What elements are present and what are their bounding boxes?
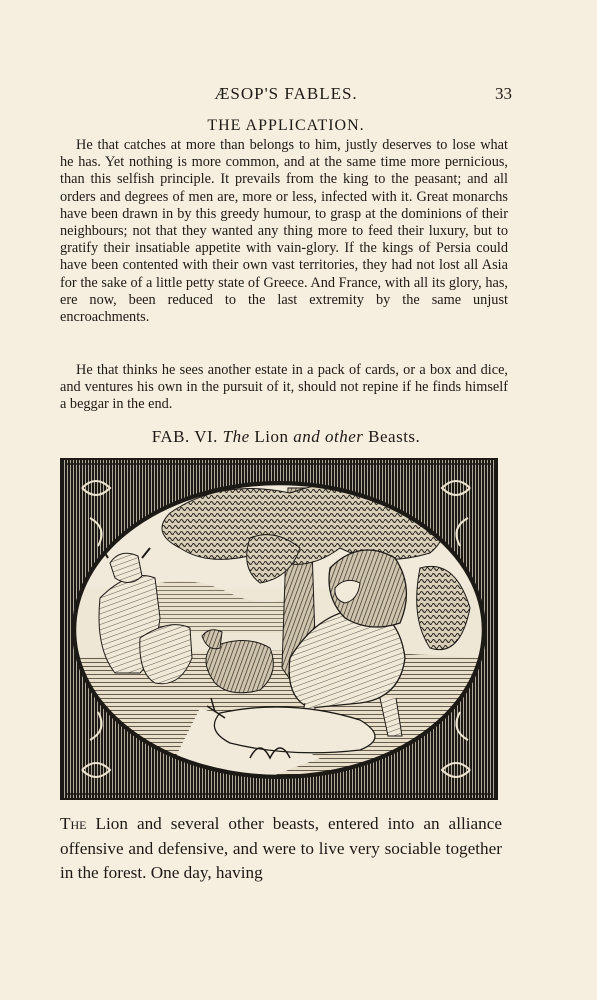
application-paragraph-2 (60, 362, 508, 414)
fable-title-beasts: Beasts. (368, 427, 421, 446)
story-paragraph (60, 812, 502, 886)
fable-number: FAB. VI. (151, 427, 218, 446)
paragraph-text: He that thinks he sees another estate in a pack of cards, or a box and dice, and ventures his own in the pursuit of it, should not repine if he finds himself a beggar in the end. (60, 362, 508, 413)
story-first-word: The (60, 814, 87, 833)
fable-title-lion: Lion (254, 427, 289, 446)
woodcut-illustration (60, 458, 498, 800)
page-number: 33 (495, 84, 512, 103)
fable-story (60, 812, 502, 886)
fable-title (60, 427, 512, 447)
story-text: Lion and several other beasts, entered into an alliance offensive and defensive, and were to live very sociable together in the forest. One day, having (60, 814, 502, 882)
paragraph-text: He that catches at more than belongs to him, justly deserves to lose what he has. Yet nothing is more common, and at the same time more pernicious, than this selfish principle. It prevails from the king to the peasant; and all orders and degrees of men are, more or less, infected with it. Great monarchs have been drawn in by this greedy humour, to grasp at the dominions of their neighbours; not that they wanted any thing more to feed their luxury, but to gratify their insatiable appetite with vain-glory. If the kings of Persia could have been contented with their own vast territories, they had not lost all Asia for the sake of a little petty state of Greece. And France, with all its glory, has, ere now, been reduced to the last extremity by the same unjust encroachments. (60, 137, 508, 326)
section-title: THE APPLICATION. (207, 117, 365, 134)
running-title: ÆSOP'S FABLES. (214, 84, 358, 103)
fable-title-and-other: and other (293, 427, 364, 446)
application-paragraph-1 (60, 137, 508, 326)
fable-title-the: The (222, 427, 250, 446)
running-head (60, 84, 512, 106)
